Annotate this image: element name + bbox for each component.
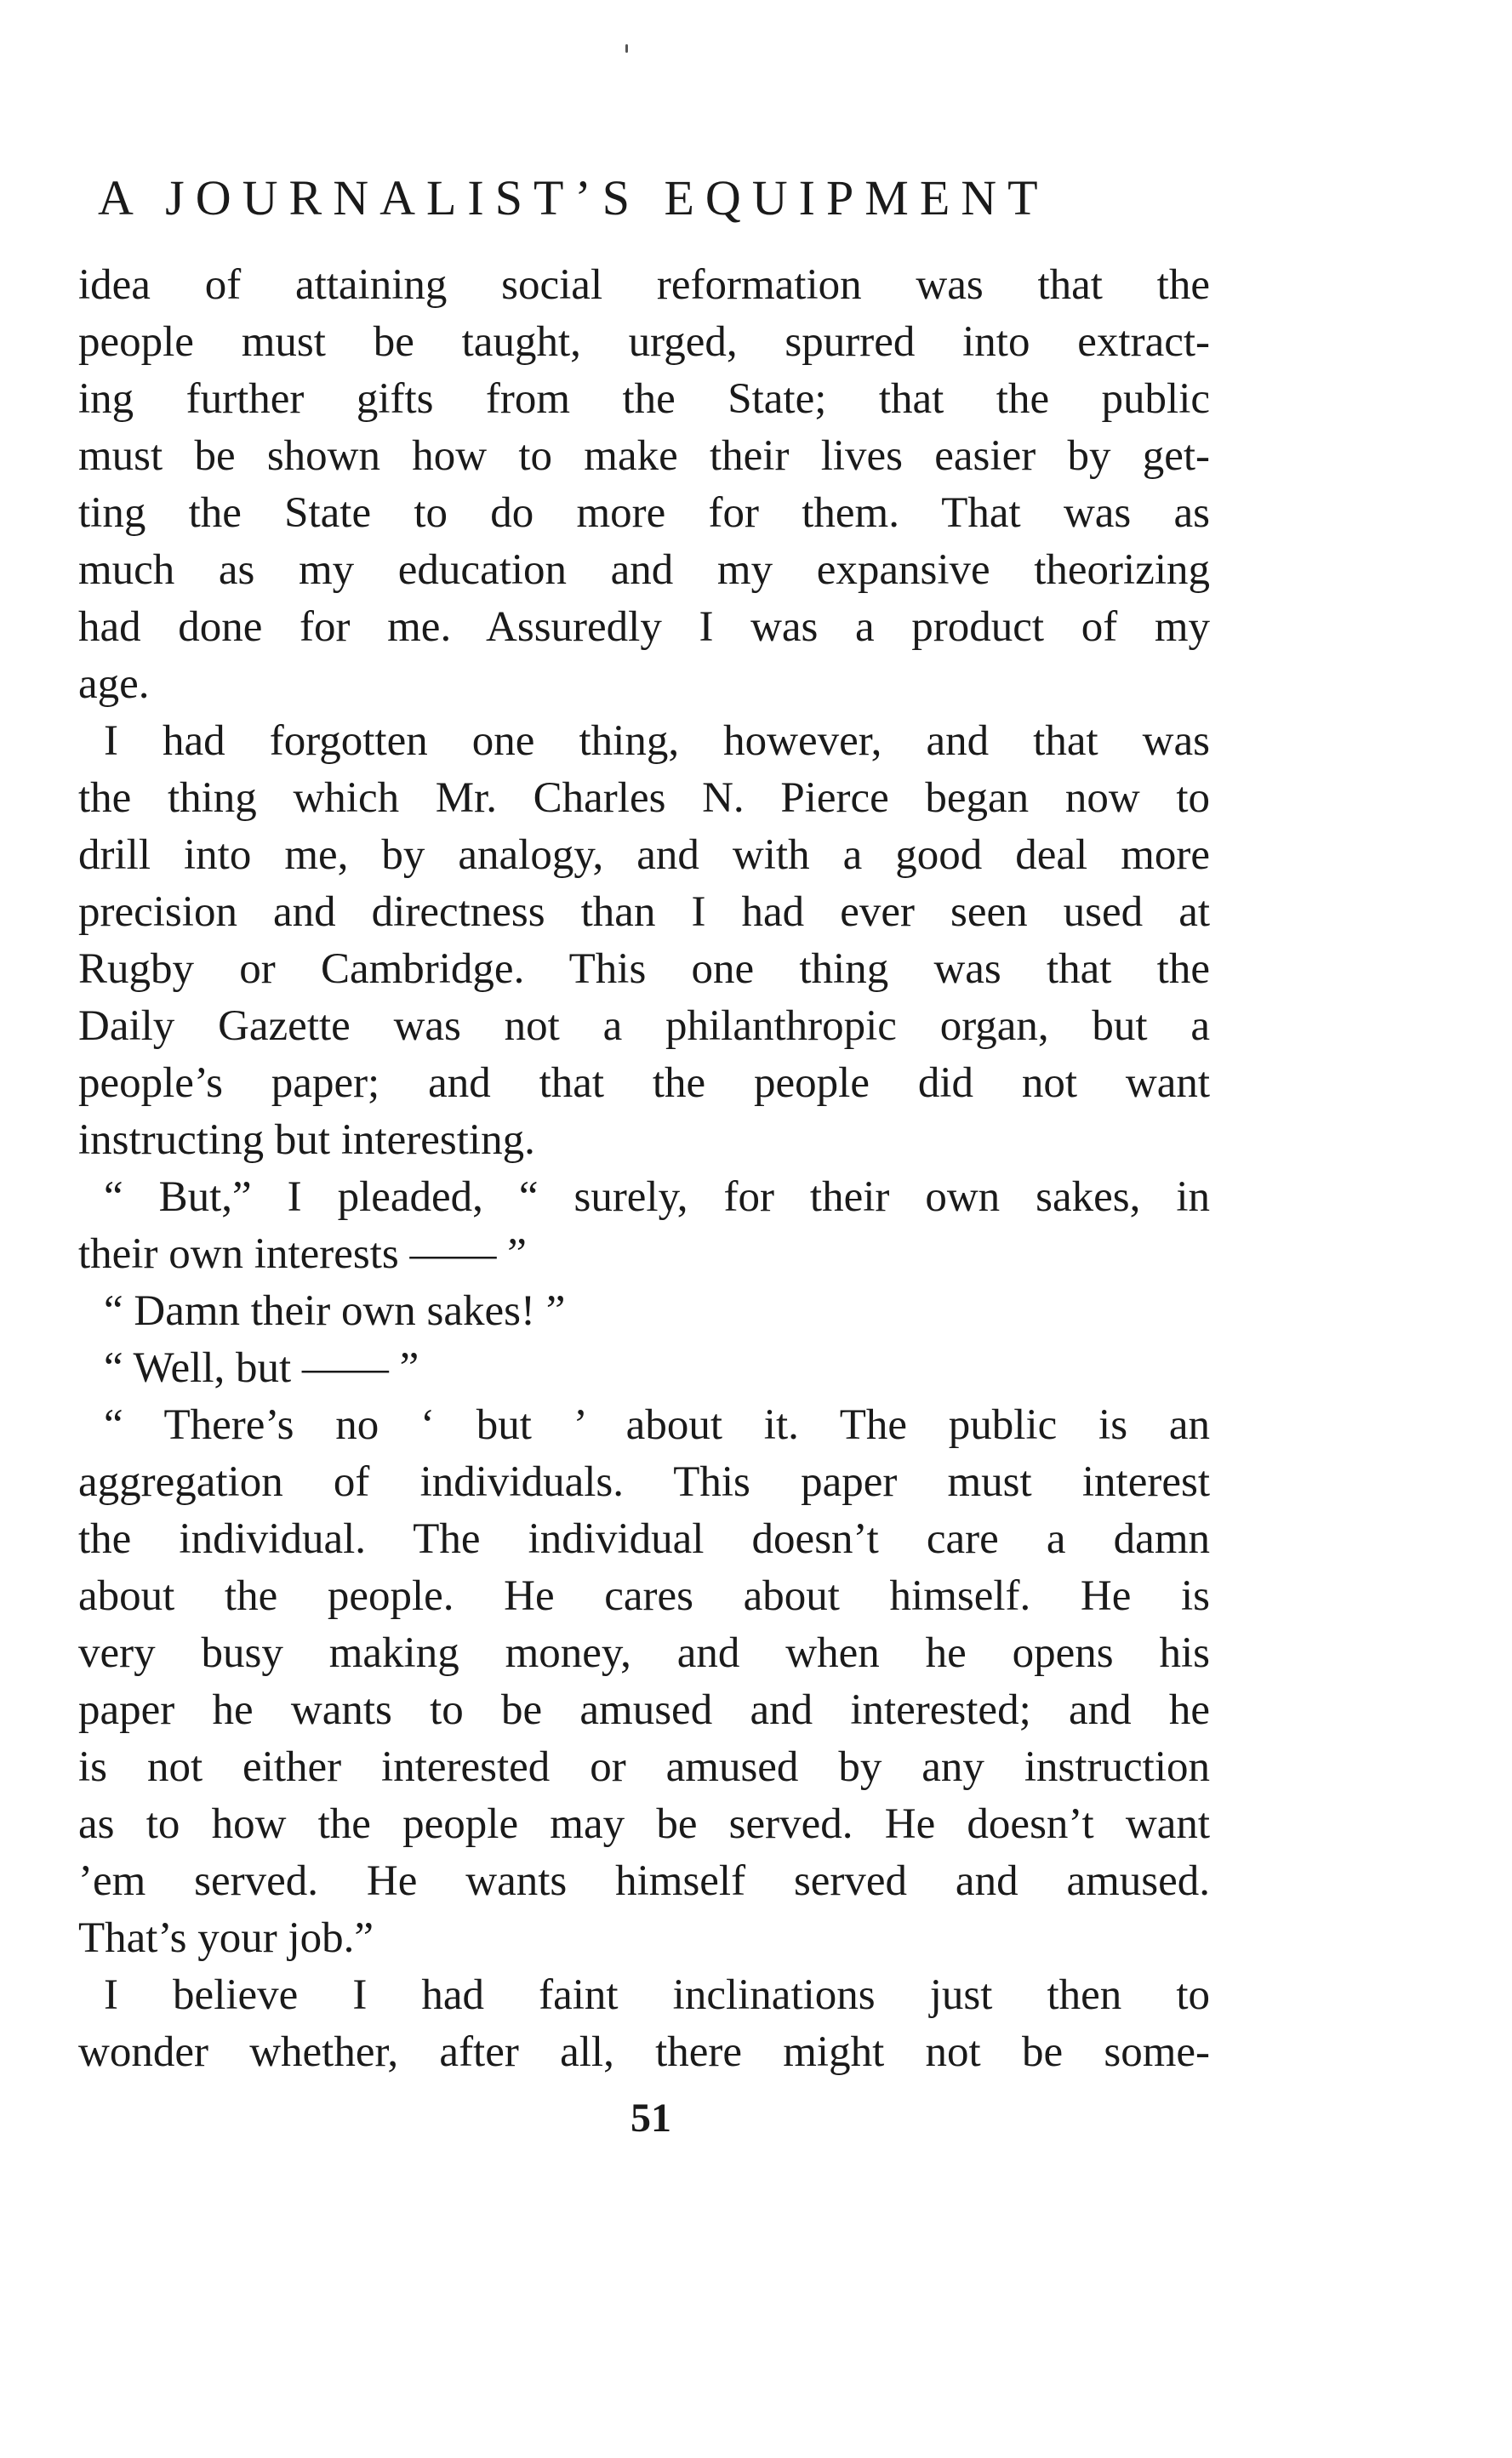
text-line: ting the State to do more for them. That was as (78, 489, 1210, 537)
text-line: paper he wants to be amused and interested; and he (78, 1686, 1210, 1734)
running-head: A JOURNALIST’S EQUIPMENT (98, 170, 1049, 225)
text-line: precision and directness than I had ever seen used at (78, 888, 1210, 936)
text-line: That’s your job.” (78, 1914, 374, 1962)
text-line: drill into me, by analogy, and with a good deal more (78, 831, 1210, 879)
text-line: Daily Gazette was not a philanthropic organ, but a (78, 1002, 1210, 1050)
text-line: “ But,” I pleaded, “ surely, for their own sakes, in (104, 1173, 1210, 1221)
text-line: the individual. The individual doesn’t care a damn (78, 1515, 1210, 1563)
text-line: as to how the people may be served. He doesn’t want (78, 1800, 1210, 1848)
text-line: instructing but interesting. (78, 1116, 535, 1164)
text-line: much as my education and my expansive theorizing (78, 546, 1210, 594)
text-line: their own interests —— ” (78, 1230, 527, 1278)
text-line: must be shown how to make their lives easier by get- (78, 432, 1210, 480)
text-line: “ Damn their own sakes! ” (104, 1287, 566, 1335)
page-number: 51 (630, 2096, 671, 2141)
text-line: “ Well, but —— ” (104, 1344, 419, 1392)
text-line: aggregation of individuals. This paper must interest (78, 1458, 1210, 1506)
text-line: “ There’s no ‘ but ’ about it. The public is an (104, 1401, 1210, 1449)
text-line: I had forgotten one thing, however, and that was (104, 717, 1210, 765)
text-line: age. (78, 660, 150, 708)
body-text (78, 257, 1210, 2081)
text-line: about the people. He cares about himself. He is (78, 1572, 1210, 1620)
text-line: ing further gifts from the State; that the public (78, 375, 1210, 423)
text-line: very busy making money, and when he opens his (78, 1629, 1210, 1677)
scan-speck (625, 44, 628, 53)
text-line: is not either interested or amused by any instruction (78, 1743, 1210, 1791)
text-line: idea of attaining social reformation was that the (78, 261, 1210, 309)
text-line: wonder whether, after all, there might not be some- (78, 2028, 1210, 2076)
text-line: Rugby or Cambridge. This one thing was that the (78, 945, 1210, 993)
text-line: I believe I had faint inclinations just then to (104, 1971, 1210, 2019)
text-line: ’em served. He wants himself served and amused. (78, 1857, 1210, 1905)
text-line: people’s paper; and that the people did not want (78, 1059, 1210, 1107)
text-line: people must be taught, urged, spurred into extract- (78, 318, 1210, 366)
text-line: the thing which Mr. Charles N. Pierce began now to (78, 774, 1210, 822)
text-line: had done for me. Assuredly I was a product of my (78, 603, 1210, 651)
